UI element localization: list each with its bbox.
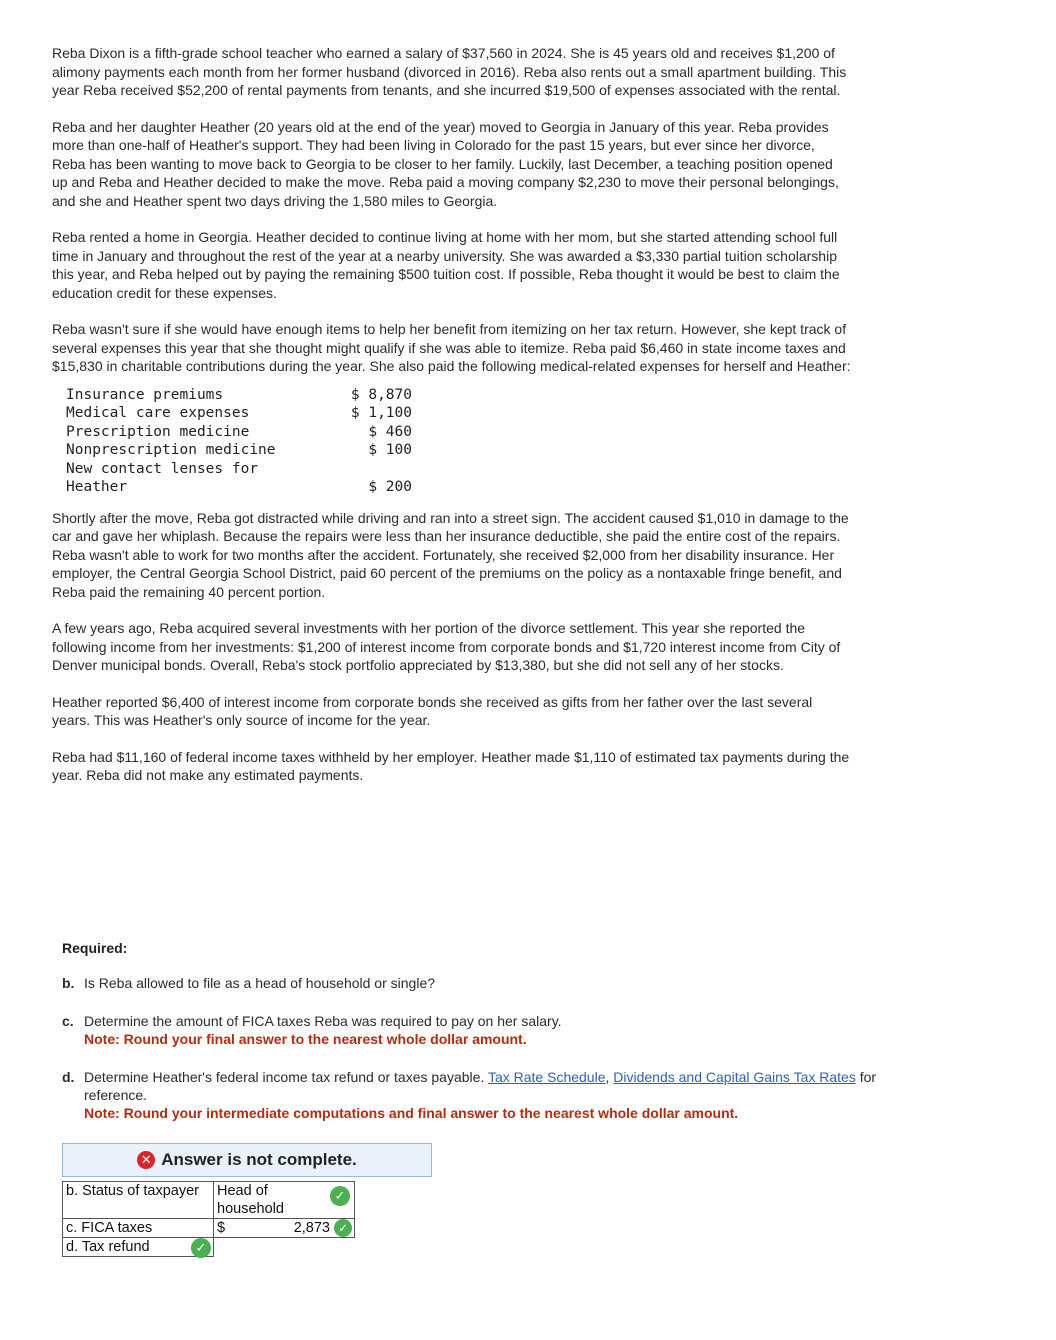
expense-label: Prescription medicine [66,423,250,440]
fica-answer: 2,873 [293,1220,330,1236]
expense-value: $ 8,870 [350,386,412,403]
expense-label: Insurance premiums [66,386,224,403]
check-circle-icon: ✓ [334,1219,352,1237]
refund-answer-cell[interactable] [214,1238,355,1257]
table-row [66,423,412,442]
table-row [66,404,412,423]
requirement-text: Determine Heather's federal income tax refund or taxes payable. [84,1069,485,1085]
requirement-d [62,1068,902,1122]
expense-label: New contact lenses for [66,460,259,477]
expense-label: Medical care expenses [66,405,250,421]
paragraph-move: Reba and her daughter Heather (20 years old at the end of the year) moved to Georgia in January of this year. Reba provides more than one-half of Heather's support. They had been living in Colorado for the past 15 years, but ever since her divorce, Reba has been wanting to move back to Georgia to be closer to her family. Luckily, last December, a teaching position opened up and Reba and Heather decided to make the move. Reba paid a moving company $2,230 to move their personal belongings, and she and Heather spent two days driving the 1,580 miles to Georgia. [52,118,839,209]
table-row [66,386,412,405]
requirement-c [62,1012,902,1048]
rounding-note: Note: Round your intermediate computations and final answer to the nearest whole dollar amount. [84,1105,739,1121]
rounding-note: Note: Round your final answer to the nearest whole dollar amount. [84,1031,527,1047]
required-title: Required: [62,940,128,956]
dividends-capital-gains-link[interactable]: Dividends and Capital Gains Tax Rates [613,1069,856,1085]
answer-table [62,1181,355,1257]
table-row [63,1238,355,1257]
refund-label-cell [63,1238,214,1257]
required-section [62,940,902,1142]
requirement-letter: c. [62,1013,74,1029]
status-answer: Head of household [217,1183,284,1217]
expense-label: Nonprescription medicine [66,442,276,458]
requirement-letter: d. [62,1069,75,1085]
paragraph-heather-income: Heather reported $6,400 of interest income from corporate bonds she received as gifts from her father over the last several years. This was Heather's only source of income for the year. [52,693,813,728]
table-row [63,1219,355,1238]
table-row [63,1182,355,1219]
x-circle-icon: ✕ [137,1151,155,1169]
fica-answer-cell[interactable] [214,1219,355,1238]
paragraph-school: Reba rented a home in Georgia. Heather decided to continue living at home with her mom, but she started attending school full time in January and throughout the rest of the year at a nearby university. She was awarded a $3,330 partial tuition scholarship this year, and Reba helped out by paying the remaining $500 tuition cost. If possible, Reba thought it would be best to claim the education credit for these expenses. [52,229,840,301]
status-label-cell [63,1182,214,1219]
link-separator: , [605,1069,614,1085]
status-label: b. Status of taxpayer [66,1183,199,1199]
table-row [66,441,412,460]
answer-status-banner [62,1143,432,1177]
expense-value: $ 460 [368,423,412,440]
requirement-text: Determine the amount of FICA taxes Reba was required to pay on her salary. [84,1013,562,1029]
tax-rate-schedule-link[interactable]: Tax Rate Schedule [487,1069,606,1085]
table-row [66,460,412,479]
refund-label: d. Tax refund [66,1239,150,1255]
table-row [66,478,412,497]
problem-text [52,44,852,803]
reference-text: for reference. [84,1069,877,1103]
expense-value: $ 200 [368,479,412,495]
expense-value [330,460,412,479]
currency-symbol: $ [217,1220,226,1236]
paragraph-withholding: Reba had $11,160 of federal income taxes withheld by her employer. Heather made $1,110 of estimated tax payments during the year. Reba did not make any estimated payments. [52,748,850,783]
answer-status-text: Answer is not complete. [161,1150,357,1169]
requirement-letter: b. [62,975,75,991]
check-circle-icon: ✓ [191,1238,211,1258]
expense-value: $ 1,100 [350,405,412,421]
paragraph-intro: Reba Dixon is a fifth-grade school teacher who earned a salary of $37,560 in 2024. She is 45 years old and receives $1,200 of alimony payments each month from her former husband (divorced in 2016). Reba also rents out a small apartment building. This year Reba received $52,200 of rental payments from tenants, and she incurred $19,500 of expenses associated with the rental. [52,45,847,98]
status-answer-cell[interactable] [214,1182,355,1219]
fica-label: c. FICA taxes [66,1220,153,1236]
check-circle-icon: ✓ [330,1186,350,1206]
medical-expenses-table [66,386,412,497]
fica-label-cell [63,1219,214,1238]
paragraph-accident: Shortly after the move, Reba got distracted while driving and ran into a street sign. The accident caused $1,010 in damage to the car and gave her whiplash. Because the repairs were less than her insurance deductible, she paid the entire cost of the repairs. Reba wasn't able to work for two months after the accident. Fortunately, she received $2,000 from her disability insurance. Her employer, the Central Georgia School District, paid 60 percent of the premiums on the policy as a nontaxable fringe benefit, and Reba paid the remaining 40 percent portion. [52,509,849,600]
requirement-b [62,974,902,992]
requirement-text: Is Reba allowed to file as a head of household or single? [84,975,436,991]
expense-value: $ 100 [368,442,412,458]
expense-label: Heather [66,479,128,495]
paragraph-investments: A few years ago, Reba acquired several investments with her portion of the divorce settlement. This year she reported the following income from her investments: $1,200 of interest income from corporate bonds and $1,720 interest income from City of Denver municipal bonds. Overall, Reba's stock portfolio appreciated by $13,380, but she did not sell any of her stocks. [52,620,841,673]
paragraph-itemize: Reba wasn't sure if she would have enough items to help her benefit from itemizing on her tax return. However, she kept track of several expenses this year that she thought might qualify if she was able to itemize. Reba paid $6,460 in state income taxes and $15,830 in charitable contributions during the year. She also paid the following medical-related expenses for herself and Heather: [52,321,851,374]
